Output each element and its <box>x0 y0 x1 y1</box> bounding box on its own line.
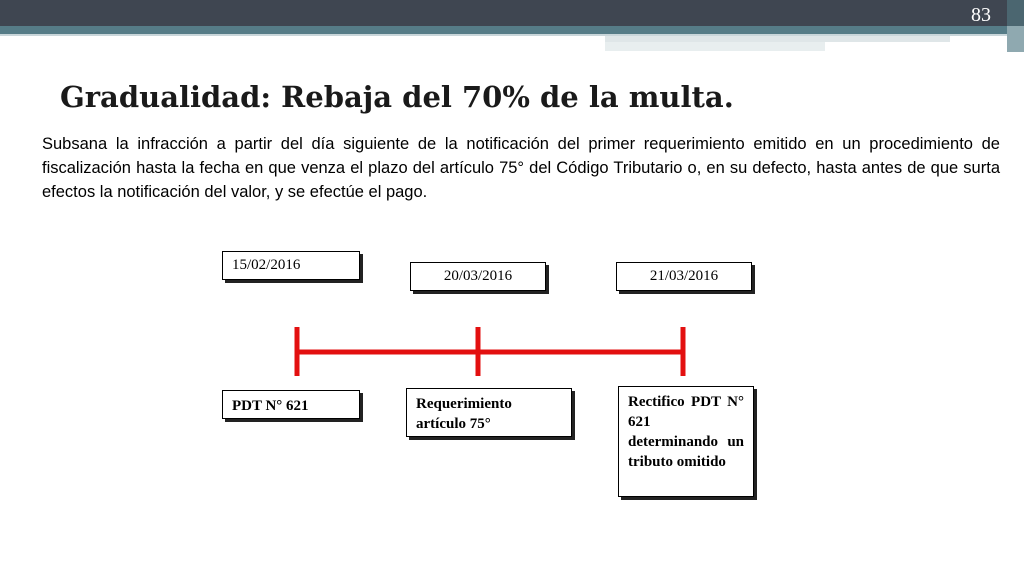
slide-title: Gradualidad: Rebaja del 70% de la multa. <box>60 80 734 114</box>
event-box-requerimiento: Requerimiento artículo 75° <box>406 388 572 437</box>
date-box-3: 21/03/2016 <box>616 262 752 291</box>
slide-number: 83 <box>971 4 991 26</box>
event-box-pdt: PDT N° 621 <box>222 390 360 419</box>
date-box-1: 15/02/2016 <box>222 251 360 280</box>
event-box-rectifico: Rectifico PDT N° 621 determinando un tributo omitido <box>618 386 754 497</box>
slide-body-text: Subsana la infracción a partir del día siguiente de la notificación del primer requerimiento emitido en un procedimiento de fiscalización hasta la fecha en que venza el plazo del artículo 75° del Código Tributario o, en su defecto, hasta antes de que surta efectos la notificación del valor, y se efectúe el pago. <box>42 135 1000 201</box>
date-box-2: 20/03/2016 <box>410 262 546 291</box>
